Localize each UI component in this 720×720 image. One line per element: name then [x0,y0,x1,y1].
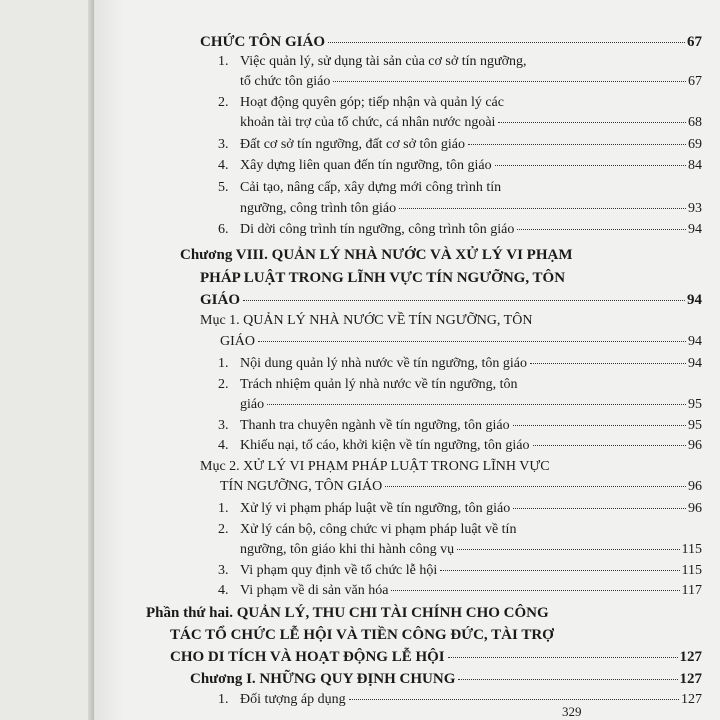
part-heading: Phần thứ hai. QUẢN LÝ, THU CHI TÀI CHÍNH CHO CÔNG [146,605,549,621]
page-shadow [94,0,124,720]
toc-entry: 1. Xử lý vi phạm pháp luật về tín ngưỡng, tôn giáo 96 [218,501,702,516]
toc-entry: ngưỡng, công trình tôn giáo 93 [240,201,702,216]
toc-entry: khoản tài trợ của tổ chức, cá nhân nước ngoài 68 [240,115,702,130]
left-page [0,0,92,720]
toc-entry: 3. Vi phạm quy định về tổ chức lễ hội 115 [218,563,702,578]
toc-entry: 4. Khiếu nại, tố cáo, khởi kiện về tín ngưỡng, tôn giáo 96 [218,438,702,453]
toc-entry: 2. Hoạt động quyên góp; tiếp nhận và quản lý các [218,95,504,110]
page-number: 329 [562,704,582,719]
toc-entry: 3. Thanh tra chuyên ngành về tín ngưỡng, tôn giáo 95 [218,418,702,433]
toc-entry: giáo 95 [240,397,702,412]
toc-entry: 2. Xử lý cán bộ, công chức vi phạm pháp luật về tín [218,522,517,537]
toc-entry: 3. Đất cơ sở tín ngưỡng, đất cơ sở tôn giáo 69 [218,137,702,152]
toc-entry: 4. Xây dựng liên quan đến tín ngưỡng, tôn giáo 84 [218,158,702,173]
toc-entry: CHỨC TÔN GIÁO 67 [200,34,702,50]
chapter-heading: GIÁO 94 [200,292,702,308]
section-heading: GIÁO 94 [220,334,702,349]
toc-entry: 5. Cải tạo, nâng cấp, xây dựng mới công trình tín [218,180,502,195]
section-heading: TÍN NGƯỠNG, TÔN GIÁO 96 [220,479,702,494]
part-heading: TÁC TỔ CHỨC LỄ HỘI VÀ TIỀN CÔNG ĐỨC, TÀI TRỢ [170,627,554,643]
section-heading: Mục 1. QUẢN LÝ NHÀ NƯỚC VỀ TÍN NGƯỠNG, TÔN [200,313,533,328]
chapter-heading: Chương I. NHỮNG QUY ĐỊNH CHUNG 127 [190,671,702,687]
toc-entry: ngưỡng, tôn giáo khi thi hành công vụ 115 [240,542,702,557]
toc-entry: 1. Nội dung quản lý nhà nước về tín ngưỡng, tôn giáo 94 [218,356,702,371]
toc-entry: 1. Việc quản lý, sử dụng tài sản của cơ sở tín ngưỡng, [218,54,527,69]
section-heading: Mục 2. XỬ LÝ VI PHẠM PHÁP LUẬT TRONG LĨNH VỰC [200,459,550,474]
toc-entry: tổ chức tôn giáo 67 [240,74,702,89]
chapter-heading: PHÁP LUẬT TRONG LĨNH VỰC TÍN NGƯỠNG, TÔN [200,270,566,286]
toc-page [94,0,720,720]
chapter-heading: Chương VIII. QUẢN LÝ NHÀ NƯỚC VÀ XỬ LÝ VI PHẠM [180,247,573,263]
toc-entry: 1. Đối tượng áp dụng 127 [218,692,702,707]
toc-entry: 2. Trách nhiệm quản lý nhà nước về tín ngưỡng, tôn [218,377,518,392]
part-heading: CHO DI TÍCH VÀ HOẠT ĐỘNG LỄ HỘI 127 [170,649,702,665]
toc-entry: 6. Di dời công trình tín ngưỡng, công trình tôn giáo 94 [218,222,702,237]
toc-entry: 4. Vi phạm về di sản văn hóa 117 [218,583,702,598]
